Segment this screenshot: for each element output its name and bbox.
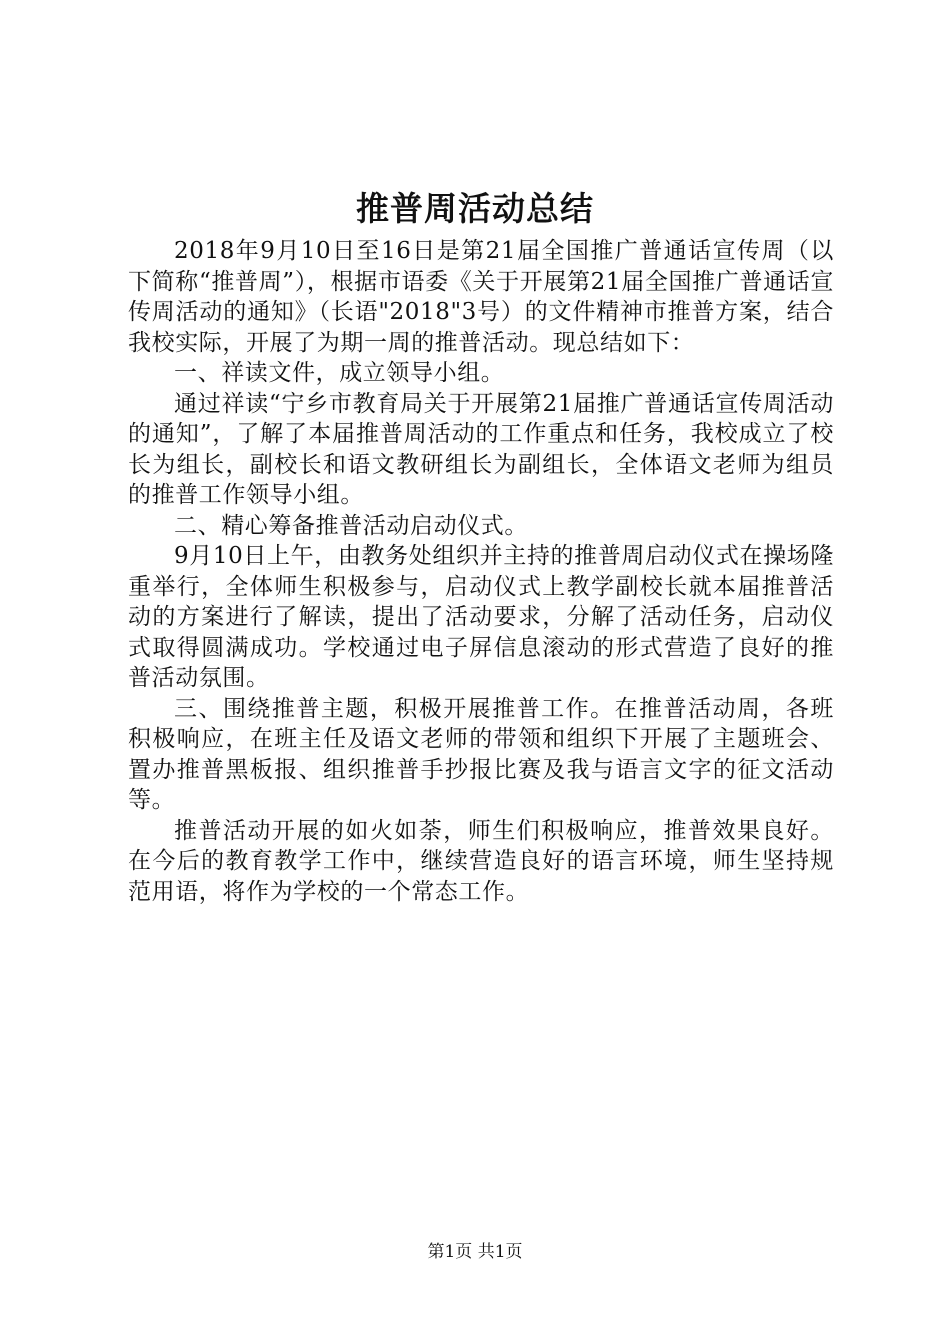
page-number-footer: 第1页 共1页: [427, 1242, 523, 1262]
paragraph-section-1: 通过祥读“宁乡市教育局关于开展第21届推广普通话宣传周活动的通知”，了解了本届推普周活动的工作重点和任务，我校成立了校长为组长，副校长和语文教研组长为副组长，全体语文老师为组员的推普工作领导小组。: [128, 390, 834, 508]
paragraph-section-2: 9月10日上午，由教务处组织并主持的推普周启动仪式在操场隆重举行，全体师生积极参与，启动仪式上教学副校长就本届推普活动的方案进行了解读，提出了活动要求，分解了活动任务，启动仪式取得圆满成功。学校通过电子屏信息滚动的形式营造了良好的推普活动氛围。: [128, 543, 834, 691]
section-heading-1: 一、祥读文件，成立领导小组。: [174, 360, 505, 386]
paragraph-intro: 2018年9月10日至16日是第21届全国推广普通话宣传周（以下简称“推普周”），根据市语委《关于开展第21届全国推广普通话宣传周活动的通知》（长语"2018"3号）的文件精神市推普方案，结合我校实际，开展了为期一周的推普活动。现总结如下：: [128, 238, 834, 356]
section-heading-2: 二、精心筹备推普活动启动仪式。: [174, 512, 528, 539]
paragraph-section-3: 三、围绕推普主题，积极开展推普工作。在推普活动周，各班积极响应，在班主任及语文老师的带领和组织下开展了主题班会、置办推普黑板报、组织推普手抄报比赛及我与语言文字的征文活动等。: [128, 695, 834, 813]
paragraph-conclusion: 推普活动开展的如火如荼，师生们积极响应，推普效果良好。在今后的教育教学工作中，继续营造良好的语言环境，师生坚持规范用语，将作为学校的一个常态工作。: [128, 817, 834, 905]
document-body: [128, 236, 834, 907]
document-title: 推普周活动总结: [356, 189, 594, 228]
